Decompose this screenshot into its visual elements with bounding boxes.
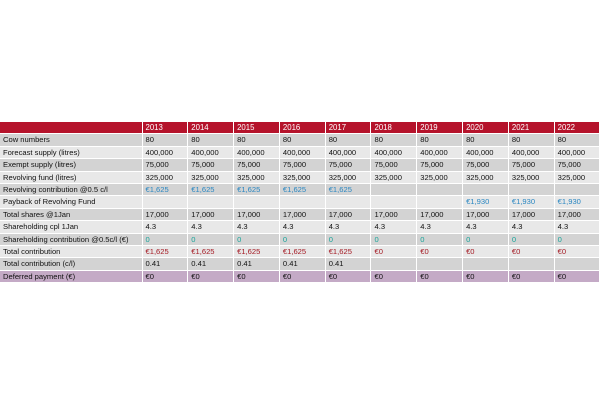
table-cell: 400,000 — [234, 146, 280, 158]
table-cell: 0 — [463, 233, 509, 245]
table-cell: €0 — [188, 270, 234, 282]
table-cell: 400,000 — [279, 146, 325, 158]
table-cell: 75,000 — [325, 159, 371, 171]
table-cell: 325,000 — [234, 171, 280, 183]
table-cell — [417, 184, 463, 196]
table-cell: 80 — [417, 134, 463, 146]
row-label: Deferred payment (€) — [0, 270, 142, 282]
table-cell: €1,625 — [325, 184, 371, 196]
table-row — [0, 246, 600, 258]
table-cell: €0 — [371, 246, 417, 258]
table-cell: 325,000 — [417, 171, 463, 183]
table-cell: 80 — [463, 134, 509, 146]
table-cell: 80 — [188, 134, 234, 146]
year-header: 2013 — [142, 122, 188, 134]
table-cell: 0.41 — [325, 258, 371, 270]
table-cell: 325,000 — [508, 171, 554, 183]
table-cell: 17,000 — [417, 208, 463, 220]
table-cell: 17,000 — [279, 208, 325, 220]
table-cell: €1,625 — [234, 184, 280, 196]
table-cell: 0.41 — [142, 258, 188, 270]
table-cell: €1,930 — [508, 196, 554, 208]
table-cell: 400,000 — [554, 146, 600, 158]
table-cell: €0 — [142, 270, 188, 282]
table-cell: 80 — [234, 134, 280, 146]
table-cell: 400,000 — [508, 146, 554, 158]
table-cell: 0 — [325, 233, 371, 245]
table-cell — [325, 196, 371, 208]
table-cell: €1,625 — [188, 184, 234, 196]
table-cell: 325,000 — [371, 171, 417, 183]
table-row — [0, 208, 600, 220]
table-cell: 75,000 — [188, 159, 234, 171]
row-label: Shareholding cpl 1Jan — [0, 221, 142, 233]
table-cell — [234, 196, 280, 208]
table-cell: 75,000 — [554, 159, 600, 171]
row-label: Exempt supply (litres) — [0, 159, 142, 171]
table-cell: 0.41 — [188, 258, 234, 270]
table-cell: €1,625 — [234, 246, 280, 258]
table-cell: €0 — [554, 246, 600, 258]
table-cell — [142, 196, 188, 208]
table-cell: 0 — [417, 233, 463, 245]
table-cell: €0 — [508, 246, 554, 258]
table-cell: €1,625 — [325, 246, 371, 258]
table-cell: 80 — [554, 134, 600, 146]
table-row — [0, 146, 600, 158]
table-cell: €0 — [234, 270, 280, 282]
table-cell: 0.41 — [279, 258, 325, 270]
row-label: Cow numbers — [0, 134, 142, 146]
table-cell — [371, 184, 417, 196]
table-cell: 325,000 — [142, 171, 188, 183]
table-cell: 80 — [142, 134, 188, 146]
table-cell: 17,000 — [142, 208, 188, 220]
revolving-fund-table — [0, 122, 600, 283]
table-cell: 0.41 — [234, 258, 280, 270]
table-cell: 400,000 — [417, 146, 463, 158]
table-cell: 75,000 — [142, 159, 188, 171]
table-cell — [188, 196, 234, 208]
year-header: 2014 — [188, 122, 234, 134]
table-cell: 400,000 — [188, 146, 234, 158]
table-cell: 80 — [508, 134, 554, 146]
table-cell — [279, 196, 325, 208]
table-cell — [417, 196, 463, 208]
table-cell: €0 — [463, 246, 509, 258]
table-cell: 400,000 — [371, 146, 417, 158]
row-label: Total contribution (c/l) — [0, 258, 142, 270]
year-header: 2019 — [417, 122, 463, 134]
row-label: Revolving fund (litres) — [0, 171, 142, 183]
table-cell: 400,000 — [142, 146, 188, 158]
table-cell — [508, 184, 554, 196]
table-cell: 4.3 — [325, 221, 371, 233]
table-cell: €0 — [508, 270, 554, 282]
table-cell: 75,000 — [371, 159, 417, 171]
table-cell: €0 — [417, 270, 463, 282]
table-cell: 325,000 — [279, 171, 325, 183]
row-label: Forecast supply (litres) — [0, 146, 142, 158]
row-label: Payback of Revolving Fund — [0, 196, 142, 208]
table-cell: 4.3 — [463, 221, 509, 233]
table-cell: 17,000 — [554, 208, 600, 220]
table-row — [0, 196, 600, 208]
table-body — [0, 134, 600, 283]
table-cell: 4.3 — [417, 221, 463, 233]
table-cell: 80 — [325, 134, 371, 146]
table-row — [0, 159, 600, 171]
table-cell: €1,625 — [142, 184, 188, 196]
table-cell: €1,930 — [463, 196, 509, 208]
year-header: 2020 — [463, 122, 509, 134]
table-cell: 17,000 — [234, 208, 280, 220]
table-cell: 17,000 — [188, 208, 234, 220]
header-corner-cell — [0, 122, 142, 134]
table-cell — [463, 184, 509, 196]
table-cell: 75,000 — [508, 159, 554, 171]
row-label: Revolving contribution @0.5 c/l — [0, 184, 142, 196]
table-cell: 325,000 — [325, 171, 371, 183]
table-cell — [371, 196, 417, 208]
row-label: Shareholding contribution @0.5c/l (€) — [0, 233, 142, 245]
table-cell: 4.3 — [279, 221, 325, 233]
table-cell: 0 — [554, 233, 600, 245]
table-cell — [463, 258, 509, 270]
table-cell: 4.3 — [234, 221, 280, 233]
table-cell: 4.3 — [554, 221, 600, 233]
table-cell: 75,000 — [463, 159, 509, 171]
table-cell: 0 — [279, 233, 325, 245]
year-header: 2021 — [508, 122, 554, 134]
table-cell: 4.3 — [188, 221, 234, 233]
table-row — [0, 221, 600, 233]
row-label: Total shares @1Jan — [0, 208, 142, 220]
table-cell: €0 — [325, 270, 371, 282]
table-cell: €0 — [417, 246, 463, 258]
table-row — [0, 258, 600, 270]
table-cell: 75,000 — [234, 159, 280, 171]
year-header: 2018 — [371, 122, 417, 134]
table-row — [0, 270, 600, 282]
table-cell: 17,000 — [463, 208, 509, 220]
table-cell: 17,000 — [325, 208, 371, 220]
table-cell: 4.3 — [508, 221, 554, 233]
table-cell — [554, 258, 600, 270]
table-cell: €1,625 — [188, 246, 234, 258]
table-cell: 75,000 — [279, 159, 325, 171]
table-cell: €0 — [371, 270, 417, 282]
table-cell: 80 — [279, 134, 325, 146]
table-cell: €0 — [554, 270, 600, 282]
table-cell: 0 — [142, 233, 188, 245]
table-cell: 400,000 — [325, 146, 371, 158]
table-cell: 325,000 — [554, 171, 600, 183]
table-cell: €0 — [463, 270, 509, 282]
table-cell — [508, 258, 554, 270]
year-header: 2016 — [279, 122, 325, 134]
table-cell — [371, 258, 417, 270]
table-row — [0, 171, 600, 183]
table-cell: 75,000 — [417, 159, 463, 171]
table-cell — [417, 258, 463, 270]
year-header: 2017 — [325, 122, 371, 134]
table-row — [0, 134, 600, 146]
table-cell: €1,930 — [554, 196, 600, 208]
table-cell: €1,625 — [279, 246, 325, 258]
table-cell: 0 — [371, 233, 417, 245]
table-cell: €1,625 — [279, 184, 325, 196]
table-cell: 4.3 — [142, 221, 188, 233]
table-cell: 17,000 — [508, 208, 554, 220]
table-cell: 4.3 — [371, 221, 417, 233]
table-cell: €0 — [279, 270, 325, 282]
table-cell: €1,625 — [142, 246, 188, 258]
table-cell: 0 — [508, 233, 554, 245]
table-cell: 400,000 — [463, 146, 509, 158]
header-row — [0, 122, 600, 134]
table-cell: 80 — [371, 134, 417, 146]
table-row — [0, 184, 600, 196]
financial-table-container — [0, 122, 600, 283]
table-row — [0, 233, 600, 245]
table-cell: 325,000 — [463, 171, 509, 183]
table-cell: 325,000 — [188, 171, 234, 183]
table-cell — [554, 184, 600, 196]
table-cell: 0 — [188, 233, 234, 245]
row-label: Total contribution — [0, 246, 142, 258]
table-cell: 0 — [234, 233, 280, 245]
year-header: 2022 — [554, 122, 600, 134]
year-header: 2015 — [234, 122, 280, 134]
table-cell: 17,000 — [371, 208, 417, 220]
